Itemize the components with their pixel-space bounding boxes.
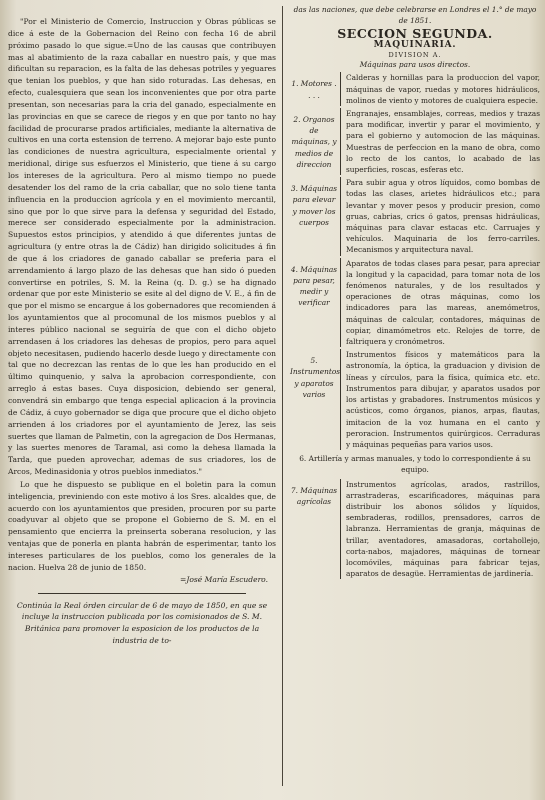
continuation-text: das las naciones, que debe celebrarse en Londres el 1.° de mayo de 1851. <box>293 5 537 26</box>
category-text: Aparatos de todas clases para pesar, para apreciar la longitud y la capacidad, para tomar nota de los fenómenos naturales, y de los resultados y operaciones de otras máquinas, como los indicadores para las mareas, anemómetros, máquinas de calcular, contadores, máquinas de copiar, dinamómetros etc. Relojes de torre, de faltriquera y cronómetros. <box>340 258 540 348</box>
category-text: Engranajes, ensamblajes, correas, medios y trazas para modificar, invertir y parar el movimiento, y para el gobierno y automocion de las máquinas. Muestras de perfeccion en la mano de obra, como lo recto de los cantos, lo acabado de las superficies, roscas, esferas etc. <box>340 108 540 175</box>
category-entry <box>290 72 540 106</box>
category-entry <box>290 177 540 255</box>
separator-rule <box>38 593 246 594</box>
subsection-title: MAQUINARIA. <box>373 40 457 51</box>
category-label: 4. Máquinas para pesar, medir y verificar <box>290 264 338 308</box>
left-column <box>8 16 276 647</box>
category-text: Calderas y hornillas para la produccion del vapor, máquinas de vapor, ruedas y motores hidráulicos, molinos de viento y motores de cualquiera especie. <box>340 72 540 106</box>
section-title: SECCION SEGUNDA. <box>337 26 493 42</box>
category-label: 7. Máquinas agrícolas <box>290 485 338 506</box>
right-column <box>290 4 540 581</box>
category-entry <box>290 108 540 175</box>
signature: =José María Escudero. <box>180 574 268 584</box>
category-text: Para subir agua y otros líquidos, como bombas de todas las clases, arietes hidráulicos etc.; para levantar y mover pesos y producir presion, como gruas, cabrias, crics ó gatos, prensas hidráulicas, máquinas para clavar estacas etc. Carruajes y vehículos. Maquinaria de los ferro-carriles. Mecanismos y arquitectura naval. <box>340 177 540 255</box>
publication-note: Lo que he dispuesto se publique en el boletin para la comun inteligencia, previniendo con este motivo á los Sres. alcaldes que, de acuerdo con los ayuntamientos que presiden, procuren por su parte coadyuvar al objeto que se propone el Gobierno de S. M. en el pensamiento que encierra la preinserta soberana resolucion, y las ventajas que de ponerla en planta habrán de esperimentar, tanto los intereses particulares de los pueblos, como los generales de la nacion. Huelva 28 de junio de 1850. <box>8 479 276 572</box>
circular-intro: Continúa la Real órden circular de 6 de mayo de 1850, en que se incluye la instruccion publicada por los comisionados de S. M. Británica para promover la esposicion de los productos de la industria de to- <box>16 600 268 646</box>
category-text: Instrumentos físicos y matemáticos para la astronomía, la óptica, la graduacion y division de líneas y círculos, para la física, química etc. etc. Instrumentos para dibujar, y aparatos usados por los artistas y grabadores. Instrumentos músicos y acústicos, como órganos, pianos, arpas, flautas, imitacion de la voz humana en el canto y peroracion. Instrumentos quirúrgicos. Cerraduras y máquinas pequeñas para varios usos. <box>340 349 540 450</box>
category-entry <box>290 479 540 580</box>
category-text: Instrumentos agrícolas, arados, rastrillos, arrastraderas, escarificadores, máquinas para distribuir los abonos sólidos y líquidos, sembraderas, rodillos, prensadores, carros de labranza. Herramientas de granja, máquinas de trillar, aventadores, amasadoras, cortahollejo, corta-nabos, majadores, máquinas de tornear locomóviles, máquinas para fabricar tejas, aparatos de desagüe. Herramientas de jardinería. <box>340 479 540 580</box>
circular-text: "Por el Ministerio de Comercio, Instruccion y Obras públicas se dice á este de la Gobernacion del Reino con fecha 16 de abril próximo pasado lo que sigue.=Uno de las causas que contribuyen mas al abatimiento de la raza caballar en nuestro país, y que mas dificultan su reparacion, es la falta de las dehesas potriles y yeguares que tenian los pueblos, y que han sido roturadas. Las dehesas, en efecto, cualesquiera que sean los inconvenientes que por otra parte presentan, son necesarias para la cria del ganado, especialmente en las provincias en que se carece de riegos y en que por tanto no hay facilidad de procurarse prados artificiales, mediante la alternativa de cultivos en una corta estension de terreno. A mejorar bajo este punto las condiciones de nuestra agricultura, especialmente oriental y meridional, dirige sus esfuerzos el Ministerio, que tiene á su cargo los intereses de la agricultura. Pero al mismo tiempo no puede desatender los del ramo de la cria caballar, que no solo tiene tanta influencia en la produccion agrícola y en el movimiento mercantil, sino que por lo que sirve para la defensa y seguridad del Estado, merece ser considerado especialmente por la administracion. Supuestos estos principios, y atendido á que diferentes juntas de agricultura (y entre otras la de Cádiz) han dirigido solicitudes á fin de que á los criadores de ganado caballar se preferia para el arrendamiento á largo plazo de las dehesas que han sido ó pueden convertirse en potriles, S. M. la Reina (q. D. g.) se ha dignado ordenar que por este Ministerio se esite al del digno de V. E., á fin de que por el mismo se encargue á los gobernadores que recomienden á los ayuntamientos que al procomunal de los mismos pueblos y al interes público nacional se seguiría de que con el dicho objeto arrendasen á los criadores las dehesas de propios, pero para aquel objeto necesitasen, pudiendo hacerlo desde luego y directamente con tal que no decrezcan las rentas de lo que les han producido en el último quinquenio, y salva la aprobacion correspondiente, con arreglo á estas bases. Cuya disposicion, debiendo ser general, convendrá sin embargo que tenga especial aplicacion á la provincia de Cádiz, á cuyo gobernador se diga que procure que el dicho objeto arrienden á los criadores por el ayuntamiento de Jerez, las seis suertes que llaman de Palmetin, con la agregacion de Dos Hermanas, y las suertes menores de Taramal, asi como la dehesa llamada la Tarda, que pueden aprovechar, ademas de sus criadores, los de Arcos, Medinasidonia y otros pueblos inmediatos." <box>8 17 276 477</box>
category-label: 5. Instrumentos y aparatos varios <box>290 356 341 399</box>
category-label: 1. Motores . . . . <box>291 79 337 100</box>
category-entry <box>290 258 540 348</box>
division-title: DIVISION A. <box>388 51 442 60</box>
division-subtitle: Máquinas para usos directos. <box>359 60 471 70</box>
category-entry <box>290 349 540 450</box>
category-label: 3. Máquinas para elevar y mover los cuerpos <box>290 184 338 227</box>
column-divider <box>282 6 283 786</box>
category-label: 2. Organos de máquinas, y medios de direccion <box>291 115 337 169</box>
category-entry-artillery: 6. Artillería y armas manuales, y todo lo correspondiente á su equipo. <box>299 454 531 475</box>
